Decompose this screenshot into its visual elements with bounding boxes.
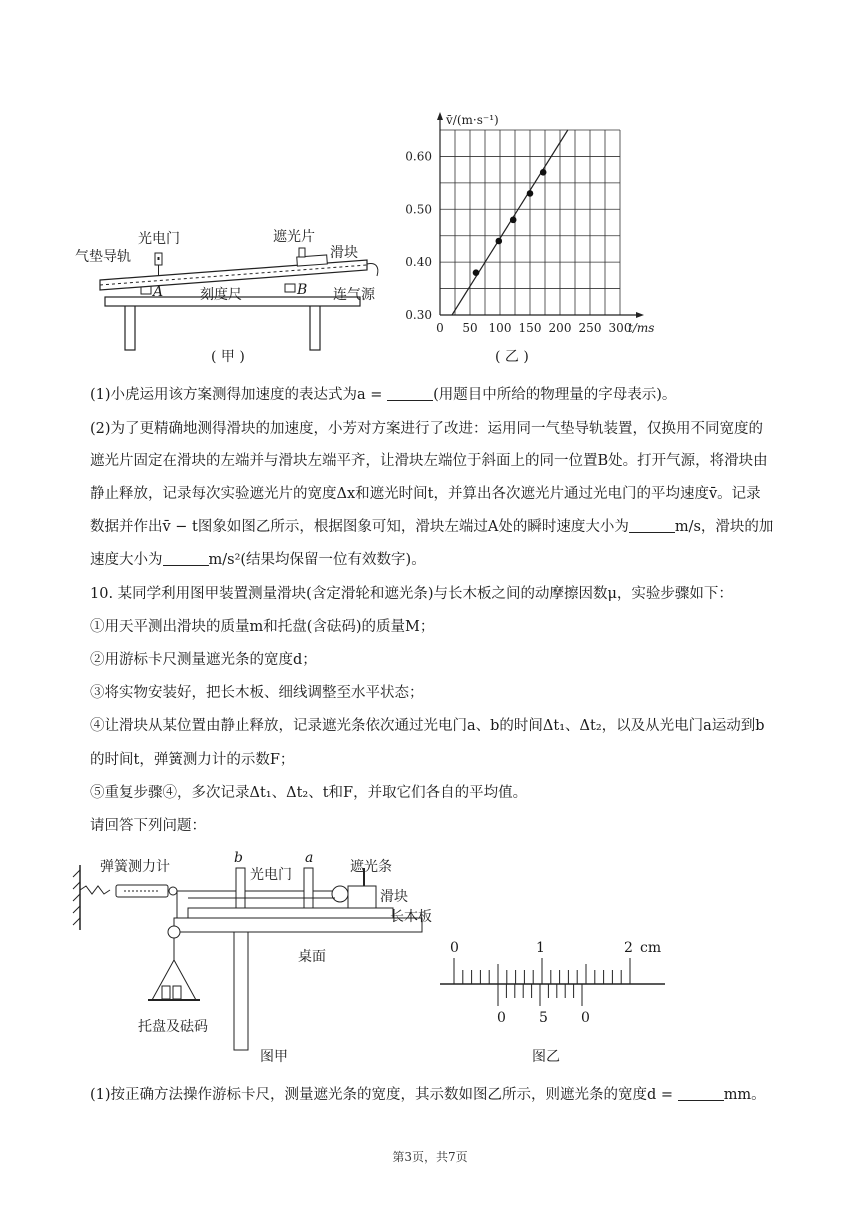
x-tick-label: 300	[608, 321, 632, 335]
x-tick-label: 50	[462, 321, 478, 335]
q2-text-4a: 数据并作出v̄ − t图象如图乙所示，根据图象可知，滑块左端过A处的瞬时速度大小为	[90, 519, 629, 535]
label-long-board: 长木板	[390, 909, 432, 925]
label-slider: 滑块	[330, 245, 358, 261]
step-4-line2: 的时间t，弹簧测力计的示数F；	[90, 752, 295, 768]
label-B: B	[297, 282, 308, 298]
vernier-label-0: 0	[497, 1010, 506, 1026]
data-point	[527, 190, 534, 197]
answer-blank[interactable]	[629, 518, 675, 533]
q10-1-text-a: (1)按正确方法操作游标卡尺，测量遮光条的宽度，其示数如图乙所示，则遮光条的宽度d =	[90, 1087, 678, 1103]
y-tick-label: 0.40	[405, 255, 432, 270]
label-ruler: 刻度尺	[200, 287, 242, 303]
figure-caption-tuyi: 图乙	[532, 1049, 560, 1065]
figure-caption-yi: ( 乙 )	[495, 349, 529, 365]
q2-text-5a: 速度大小为	[90, 552, 163, 568]
main-scale-label-0: 0	[450, 940, 459, 956]
label-photogate: 光电门	[138, 231, 180, 247]
label-air-track: 气垫导轨	[75, 249, 131, 265]
label-photogate-2: 光电门	[250, 867, 292, 883]
step-3: ③将实物安装好，把长木板、细线调整至水平状态；	[90, 685, 424, 701]
step-2: ②用游标卡尺测量遮光条的宽度d；	[90, 652, 317, 668]
q2-line4	[90, 517, 780, 537]
label-shade-piece: 遮光片	[273, 229, 315, 245]
main-scale-label-1: 1	[536, 940, 545, 956]
x-axis-label: t/ms	[628, 321, 655, 335]
q10-part1	[90, 1085, 780, 1105]
answer-blank[interactable]	[163, 551, 209, 566]
q2-line2: 遮光片固定在滑块的左端并与滑块左端平齐，让滑块左端位于斜面上的同一位置B处。打开气源，将滑块由	[90, 453, 768, 469]
y-tick-label: 0.30	[405, 308, 432, 322]
vernier-drawing	[440, 940, 670, 1040]
answer-blank[interactable]	[387, 386, 433, 401]
q2-line5	[90, 550, 780, 570]
q10-intro: 10. 某同学利用图甲装置测量滑块(含定滑轮和遮光条)与长木板之间的动摩擦因数μ，实验步骤如下：	[90, 586, 733, 602]
figure-caption-jia: ( 甲 )	[211, 349, 245, 365]
figure-friction-apparatus	[70, 850, 470, 1070]
label-air-source: 连气源	[333, 287, 375, 303]
x-tick-label: 0	[436, 321, 444, 335]
vernier-label-5: 5	[539, 1010, 548, 1026]
step-4-line1: ④让滑块从某位置由静止释放，记录遮光条依次通过光电门a、b的时间Δt₁、Δt₂，以及从光电门a运动到b	[90, 718, 765, 734]
x-tick-label: 150	[518, 321, 542, 335]
y-tick-label: 0.60	[405, 149, 432, 164]
q2-text-4b: m/s，滑块的加	[674, 519, 774, 535]
data-point	[540, 169, 547, 176]
label-slider-2: 滑块	[380, 889, 408, 905]
figure-caption-tujia: 图甲	[260, 1049, 288, 1065]
vernier-label-10: 0	[581, 1010, 590, 1026]
page-footer: 第3页，共7页	[392, 1150, 468, 1164]
x-tick-label: 250	[578, 321, 602, 335]
label-shade-strip: 遮光条	[350, 859, 392, 875]
q1-text-b: (用题目中所给的物理量的字母表示)。	[433, 387, 677, 403]
label-desk: 桌面	[298, 949, 326, 965]
q1-text-a: (1)小虎运用该方案测得加速度的表达式为a =	[90, 387, 388, 403]
fit-line	[452, 130, 568, 315]
label-tray: 托盘及砝码	[138, 1019, 208, 1035]
label-A: A	[153, 284, 164, 300]
label-spring-scale: 弹簧测力计	[100, 859, 170, 875]
step-1: ①用天平测出滑块的质量m和托盘(含砝码)的质量M；	[90, 619, 435, 635]
x-axis-arrow	[636, 312, 644, 318]
answer-blank[interactable]	[678, 1086, 724, 1101]
data-point	[473, 269, 480, 276]
figure-vernier-caliper	[440, 940, 670, 1070]
q10-1-text-b: mm。	[723, 1087, 766, 1103]
x-tick-label: 200	[548, 321, 572, 335]
label-gate-a: a	[305, 850, 314, 866]
q1-line	[90, 385, 780, 405]
data-point	[510, 217, 517, 224]
figure-air-track	[75, 220, 395, 370]
data-point	[496, 238, 503, 245]
step-5: ⑤重复步骤④，多次记录Δt₁、Δt₂、t和F，并取它们各自的平均值。	[90, 785, 528, 801]
q2-line1: (2)为了更精确地测得滑块的加速度，小芳对方案进行了改进：运用同一气垫导轨装置，仅换用不同宽度的	[90, 421, 764, 437]
label-gate-b: b	[234, 850, 243, 866]
x-tick-label: 100	[488, 321, 512, 335]
y-axis-label: v̄/(m·s⁻¹)	[446, 113, 499, 127]
figure-vt-chart	[395, 110, 685, 370]
y-tick-label: 0.50	[405, 202, 432, 217]
vt-chart-svg	[395, 110, 685, 370]
q2-text-5b: m/s²(结果均保留一位有效数字)。	[208, 552, 426, 568]
scale-unit: cm	[640, 940, 662, 956]
q2-line3: 静止释放，记录每次实验遮光片的宽度Δx和遮光时间t，并算出各次遮光片通过光电门的平均速度v̄。记录	[90, 486, 761, 502]
answer-prompt: 请回答下列问题：	[90, 818, 206, 834]
y-axis-arrow	[437, 112, 443, 120]
main-scale-label-2: 2	[624, 940, 633, 956]
